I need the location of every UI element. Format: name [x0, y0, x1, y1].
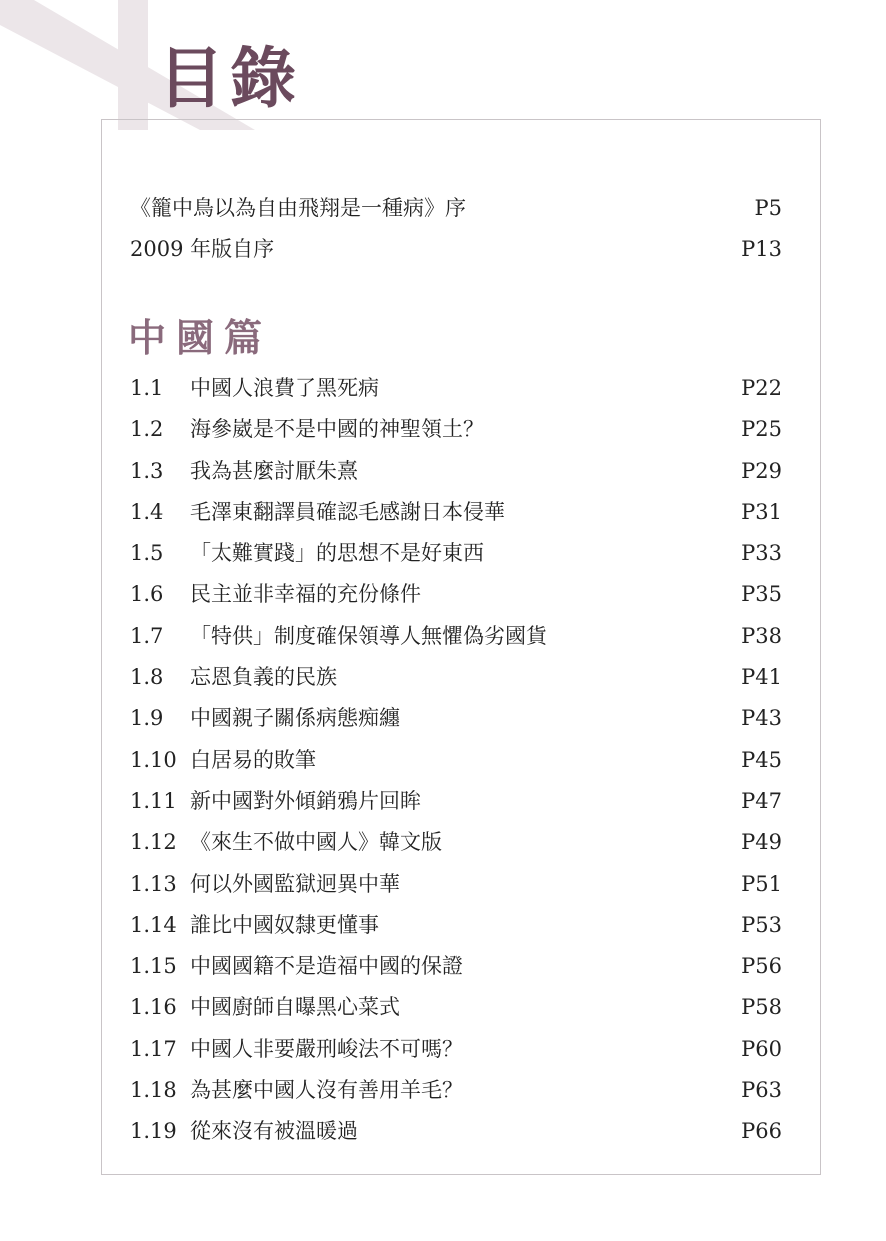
entry-page: P41 — [741, 665, 782, 690]
toc-row[interactable] — [130, 824, 785, 865]
entry-page: P38 — [741, 623, 782, 648]
entry-title: 「太難實踐」的思想不是好東西 — [190, 541, 484, 566]
entry-page: P63 — [741, 1078, 782, 1103]
toc-row[interactable] — [130, 1113, 785, 1154]
entry-page: P22 — [741, 376, 782, 400]
entry-title: 白居易的敗筆 — [190, 747, 316, 772]
toc-row[interactable] — [130, 535, 785, 576]
entry-title: 中國人非要嚴刑峻法不可嗎？ — [190, 1036, 463, 1061]
entry-page: P31 — [741, 499, 782, 524]
toc-row[interactable] — [130, 494, 785, 535]
entry-title: 毛澤東翻譯員確認毛感謝日本侵華 — [190, 499, 505, 524]
toc-entry-author-preface[interactable] — [130, 231, 785, 272]
entry-title: 為甚麼中國人沒有善用羊毛？ — [190, 1078, 463, 1103]
entry-page: P53 — [741, 912, 782, 937]
front-matter-list — [130, 190, 785, 272]
entry-num: 1.15 — [130, 954, 177, 979]
entry-title: 民主並非幸福的充份條件 — [190, 582, 421, 607]
entry-page: P58 — [741, 995, 782, 1020]
entry-title: 「特供」制度確保領導人無懼偽劣國貨 — [190, 623, 547, 648]
entry-num: 1.7 — [130, 623, 164, 648]
entry-page: P49 — [741, 830, 782, 855]
toc-row[interactable] — [130, 370, 785, 411]
entry-num: 1.5 — [130, 541, 164, 566]
toc-row[interactable] — [130, 411, 785, 452]
entry-num: 1.13 — [130, 871, 177, 896]
toc-row[interactable] — [130, 866, 785, 907]
entry-title: 《籠中鳥以為自由飛翔是一種病》序 — [130, 196, 466, 220]
entry-num: 1.6 — [130, 582, 164, 607]
entry-page: P13 — [741, 237, 782, 261]
toc-row[interactable] — [130, 907, 785, 948]
entry-page: P56 — [741, 954, 782, 979]
entry-num: 1.18 — [130, 1078, 177, 1103]
entry-num: 1.9 — [130, 706, 164, 731]
entry-num: 1.3 — [130, 458, 164, 483]
entry-page: P29 — [741, 458, 782, 483]
entry-title: 中國國籍不是造福中國的保證 — [190, 954, 463, 979]
entry-num: 1.11 — [130, 788, 177, 813]
entry-num: 1.17 — [130, 1036, 177, 1061]
entry-title: 誰比中國奴隸更懂事 — [190, 912, 379, 937]
toc-row[interactable] — [130, 742, 785, 783]
entry-num: 1.8 — [130, 665, 164, 690]
entry-num: 1.16 — [130, 995, 177, 1020]
entry-num: 1.19 — [130, 1119, 177, 1144]
toc-row[interactable] — [130, 700, 785, 741]
entry-page: P25 — [741, 417, 782, 442]
toc-row[interactable] — [130, 618, 785, 659]
entry-title: 新中國對外傾銷鴉片回眸 — [190, 788, 421, 813]
entry-num: 1.12 — [130, 830, 177, 855]
entry-num: 1.1 — [130, 376, 164, 400]
entry-title: 忘恩負義的民族 — [190, 665, 337, 690]
toc-row[interactable] — [130, 989, 785, 1030]
entry-title: 2009 年版自序 — [130, 237, 275, 261]
entry-title: 我為甚麼討厭朱熹 — [190, 458, 358, 483]
entry-title: 中國人浪費了黑死病 — [190, 376, 379, 400]
toc-row[interactable] — [130, 948, 785, 989]
entry-title: 海參崴是不是中國的神聖領土？ — [190, 417, 484, 442]
entry-num: 1.10 — [130, 747, 177, 772]
entry-num: 1.14 — [130, 912, 177, 937]
entry-title: 從來沒有被溫暖過 — [190, 1119, 358, 1144]
section-heading: 中國篇 — [128, 315, 273, 360]
toc-row[interactable] — [130, 1072, 785, 1113]
toc-row[interactable] — [130, 783, 785, 824]
entry-num: 1.2 — [130, 417, 164, 442]
chapter-list — [130, 370, 785, 1155]
toc-row[interactable] — [130, 659, 785, 700]
entry-num: 1.4 — [130, 499, 164, 524]
entry-page: P43 — [741, 706, 782, 731]
toc-row[interactable] — [130, 576, 785, 617]
entry-page: P5 — [754, 196, 782, 220]
entry-page: P45 — [741, 747, 782, 772]
entry-title: 中國親子關係病態痴纏 — [190, 706, 400, 731]
entry-page: P60 — [741, 1036, 782, 1061]
entry-page: P47 — [741, 788, 782, 813]
toc-entry-preface[interactable] — [130, 190, 785, 231]
entry-title: 中國廚師自曝黑心菜式 — [190, 995, 400, 1020]
entry-page: P66 — [741, 1119, 782, 1144]
entry-page: P33 — [741, 541, 782, 566]
entry-page: P35 — [741, 582, 782, 607]
page-title: 目錄 — [158, 39, 302, 117]
toc-row[interactable] — [130, 1031, 785, 1072]
entry-title: 何以外國監獄迥異中華 — [190, 871, 400, 896]
entry-title: 《來生不做中國人》韓文版 — [190, 830, 442, 855]
toc-row[interactable] — [130, 453, 785, 494]
entry-page: P51 — [741, 871, 782, 896]
